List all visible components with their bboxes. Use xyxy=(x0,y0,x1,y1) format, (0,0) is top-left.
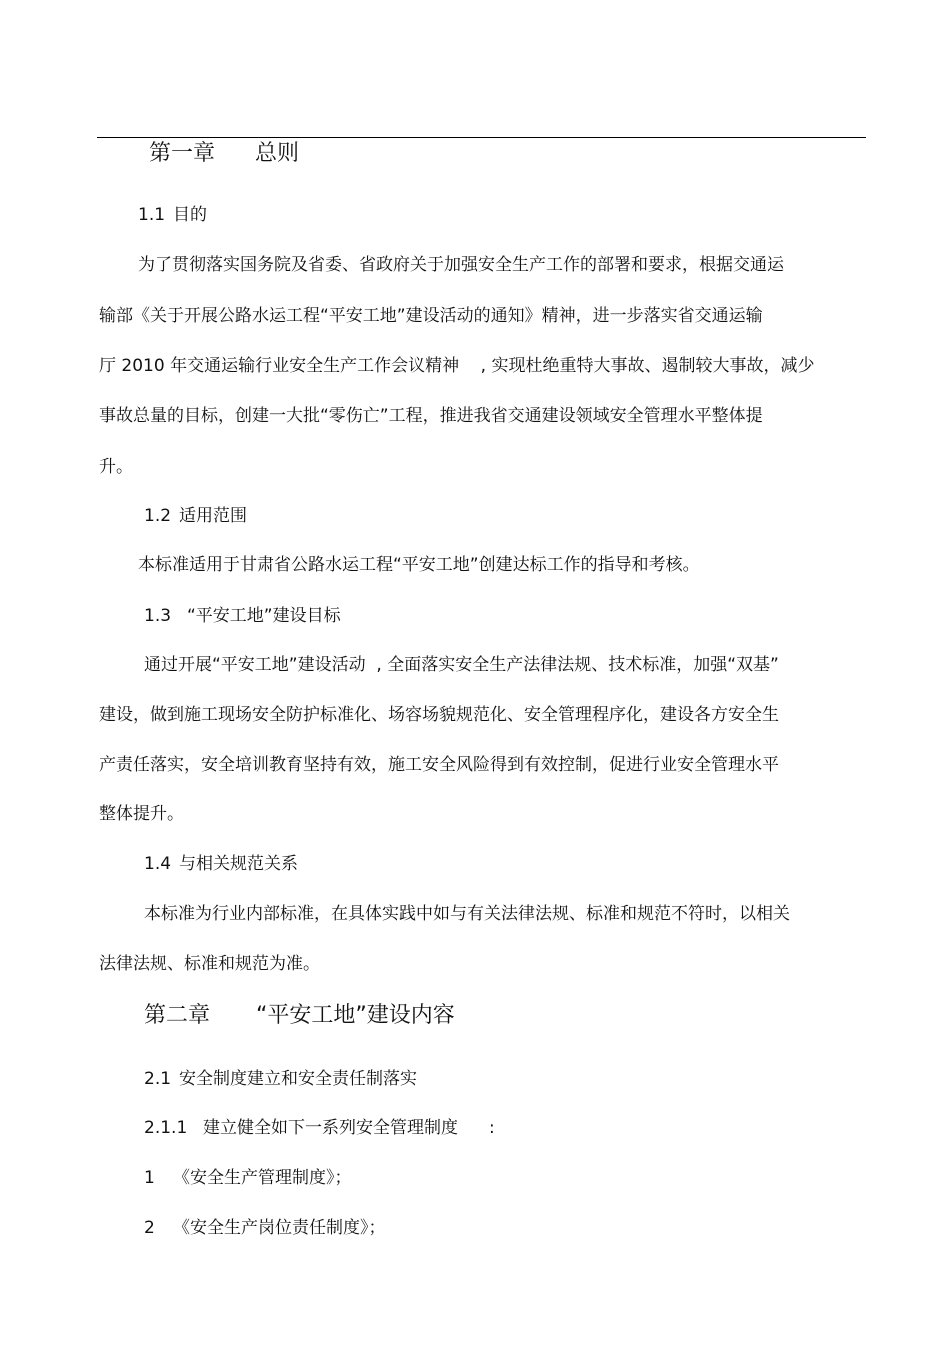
section-2-1-1-colon: : xyxy=(489,1118,495,1138)
paragraph-line: 升。 xyxy=(99,457,133,477)
list-item-text: 《安全生产岗位责任制度》； xyxy=(173,1218,386,1238)
section-1-4-title: 与相关规范关系 xyxy=(179,854,298,874)
list-item-number: 2 xyxy=(144,1218,155,1238)
chapter-2-label: 第二章 xyxy=(144,1003,211,1028)
section-1-3-number: 1.3 xyxy=(144,606,172,626)
paragraph-line: 厅 2010 年交通运输行业安全生产工作会议精神 , 实现杜绝重特大事故、遏制较大事故，减少 xyxy=(99,356,815,376)
paragraph-line: 为了贯彻落实国务院及省委、省政府关于加强安全生产工作的部署和要求，根据交通运 xyxy=(138,255,784,275)
paragraph-line: 通过开展“平安工地”建设活动 , 全面落实安全生产法律法规、技术标准，加强“双基” xyxy=(144,655,779,675)
header-rule xyxy=(97,137,866,138)
section-1-2-title: 适用范围 xyxy=(179,506,247,526)
paragraph-line: 产责任落实，安全培训教育坚持有效，施工安全风险得到有效控制，促进行业安全管理水平 xyxy=(99,755,779,775)
section-2-1-1-title: 建立健全如下一系列安全管理制度 xyxy=(203,1118,458,1138)
section-2-1-number: 2.1 xyxy=(144,1069,172,1089)
section-2-1-title: 安全制度建立和安全责任制落实 xyxy=(179,1069,417,1089)
list-item-number: 1 xyxy=(144,1168,155,1188)
paragraph-line: 事故总量的目标，创建一大批“零伤亡”工程，推进我省交通建设领域安全管理水平整体提 xyxy=(99,406,763,426)
paragraph-line: 输部《关于开展公路水运工程“平安工地”建设活动的通知》精神，进一步落实省交通运输 xyxy=(99,306,763,326)
paragraph-line: 本标准为行业内部标准，在具体实践中如与有关法律法规、标准和规范不符时，以相关 xyxy=(144,904,790,924)
chapter-2-title: “平安工地”建设内容 xyxy=(256,1003,455,1028)
paragraph-line: 建设，做到施工现场安全防护标准化、场容场貌规范化、安全管理程序化，建设各方安全生 xyxy=(99,705,779,725)
section-2-1-1-number: 2.1.1 xyxy=(144,1118,188,1138)
section-1-4-number: 1.4 xyxy=(144,854,172,874)
section-1-1-title: 目的 xyxy=(173,205,207,225)
section-1-2-number: 1.2 xyxy=(144,506,172,526)
chapter-1-title: 总则 xyxy=(255,141,300,166)
chapter-1-label: 第一章 xyxy=(149,141,216,166)
paragraph-line: 法律法规、标准和规范为准。 xyxy=(99,954,320,974)
list-item-text: 《安全生产管理制度》； xyxy=(173,1168,352,1188)
paragraph-line: 本标准适用于甘肃省公路水运工程“平安工地”创建达标工作的指导和考核。 xyxy=(138,555,700,575)
section-1-1-number: 1.1 xyxy=(138,205,166,225)
paragraph-line: 整体提升。 xyxy=(99,804,184,824)
section-1-3-title: “平安工地”建设目标 xyxy=(187,606,341,626)
